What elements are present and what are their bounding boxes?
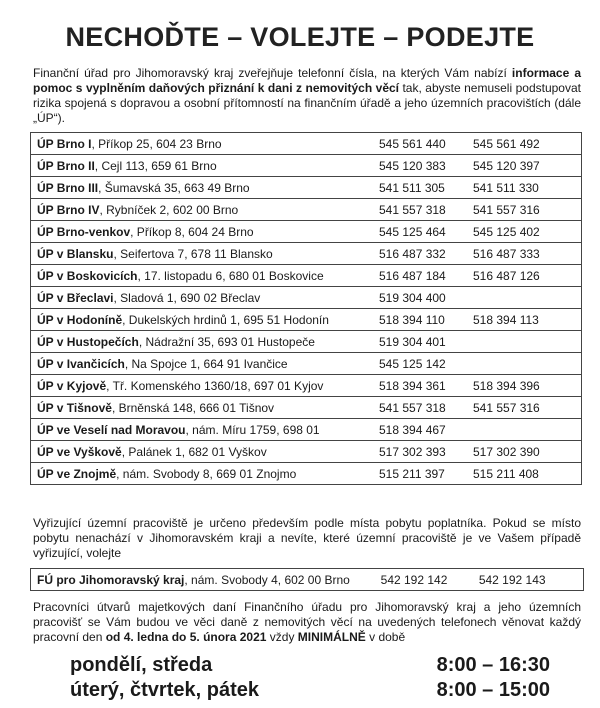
office-name-cell xyxy=(31,309,374,331)
hours-days: úterý, čtvrtek, pátek xyxy=(70,679,259,701)
office-phone-2: 517 302 390 xyxy=(467,441,582,463)
office-name: ÚP Brno II xyxy=(37,158,95,173)
fu-contact-box xyxy=(30,568,584,591)
office-phone-2: 518 394 113 xyxy=(467,309,582,331)
office-name-cell xyxy=(31,287,374,309)
office-address: , Šumavská 35, 663 49 Brno xyxy=(98,180,250,195)
office-name: ÚP v Kyjově xyxy=(37,378,107,393)
office-name-cell xyxy=(31,331,374,353)
office-name-cell xyxy=(31,463,374,485)
office-name: ÚP v Ivančicích xyxy=(37,356,125,371)
office-name-cell xyxy=(31,243,374,265)
intro-text-2: tak, abyste nemuseli podstupovat rizika spojená s dopravou a osobní přítomností na finančním úřadě a jeho územních pracovištích (dále „ÚP“). xyxy=(33,81,581,125)
office-phone-1: 545 125 464 xyxy=(373,221,467,243)
office-address: , Dukelských hrdinů 1, 695 51 Hodonín xyxy=(122,312,329,327)
office-address: , Příkop 8, 604 24 Brno xyxy=(130,224,254,239)
intro-paragraph xyxy=(33,66,581,126)
office-row xyxy=(31,177,582,199)
fu-name-cell xyxy=(37,573,381,587)
fu-phone-2: 542 192 143 xyxy=(478,572,546,587)
hours-note-text-2: vždy xyxy=(266,630,298,644)
office-name-cell xyxy=(31,155,374,177)
office-row xyxy=(31,397,582,419)
office-phone-1: 541 511 305 xyxy=(373,177,467,199)
office-phone-1: 516 487 184 xyxy=(373,265,467,287)
office-row xyxy=(31,419,582,441)
office-name-cell xyxy=(31,177,374,199)
office-address: , 17. listopadu 6, 680 01 Boskovice xyxy=(137,268,324,283)
office-name: ÚP Brno IV xyxy=(37,202,100,217)
office-row xyxy=(31,463,582,485)
office-phone-2: 545 125 402 xyxy=(467,221,582,243)
hours-note-minimum: MINIMÁLNĚ xyxy=(297,630,366,644)
office-phone-1: 519 304 400 xyxy=(373,287,467,309)
office-phone-1: 545 120 383 xyxy=(373,155,467,177)
office-row xyxy=(31,243,582,265)
office-name-cell xyxy=(31,419,374,441)
office-phone-1: 516 487 332 xyxy=(373,243,467,265)
office-row xyxy=(31,265,582,287)
office-name: ÚP v Boskovicích xyxy=(37,268,138,283)
office-row xyxy=(31,287,582,309)
office-phone-1: 518 394 467 xyxy=(373,419,467,441)
office-phone-2: 518 394 396 xyxy=(467,375,582,397)
office-phone-2: 545 120 397 xyxy=(467,155,582,177)
office-name: ÚP v Břeclavi xyxy=(37,290,114,305)
office-name-cell xyxy=(31,375,374,397)
office-phone-1: 541 557 318 xyxy=(373,199,467,221)
intro-text-1: Finanční úřad pro Jihomoravský kraj zveřejňuje telefonní čísla, na kterých Vám nabízí xyxy=(33,66,512,80)
office-name-cell xyxy=(31,353,374,375)
office-name: ÚP v Blansku xyxy=(37,246,114,261)
hours-note-text-3: v době xyxy=(365,630,406,644)
office-row xyxy=(31,353,582,375)
office-name-cell xyxy=(31,199,374,221)
fu-address: , nám. Svobody 4, 602 00 Brno xyxy=(184,572,350,587)
office-phone-2: 516 487 333 xyxy=(467,243,582,265)
office-phone-1: 518 394 110 xyxy=(373,309,467,331)
hours-note-dates: od 4. ledna do 5. února 2021 xyxy=(105,630,267,644)
office-name: ÚP ve Znojmě xyxy=(37,466,117,481)
office-name-cell xyxy=(31,397,374,419)
office-phone-2: 541 511 330 xyxy=(467,177,582,199)
office-phone-2: 541 557 316 xyxy=(467,199,582,221)
office-phone-2 xyxy=(467,331,582,353)
office-name-cell xyxy=(31,221,374,243)
office-phone-2: 515 211 408 xyxy=(467,463,582,485)
office-address: , Palánek 1, 682 01 Vyškov xyxy=(121,444,267,459)
office-phone-1: 545 125 142 xyxy=(373,353,467,375)
intro-bold: informace a pomoc s vyplněním daňových přiznání k dani z nemovitých věcí xyxy=(33,66,582,95)
office-name: ÚP Brno I xyxy=(37,136,92,151)
office-name: ÚP Brno-venkov xyxy=(37,224,131,239)
office-address: , nám. Míru 1759, 698 01 xyxy=(185,422,320,437)
office-name: ÚP ve Veselí nad Moravou xyxy=(37,422,186,437)
page-title: NECHOĎTE – VOLEJTE – PODEJTE xyxy=(65,22,535,52)
hours-row xyxy=(70,654,550,677)
office-phone-2: 545 561 492 xyxy=(467,133,582,155)
office-phone-2 xyxy=(467,287,582,309)
office-name-cell xyxy=(31,441,374,463)
hours-row xyxy=(70,679,550,702)
office-name: ÚP v Hodoníně xyxy=(37,312,123,327)
office-row xyxy=(31,133,582,155)
office-name: ÚP Brno III xyxy=(37,180,99,195)
hours-time: 8:00 – 15:00 xyxy=(436,679,550,701)
office-row xyxy=(31,155,582,177)
office-row xyxy=(31,199,582,221)
office-phone-1: 545 561 440 xyxy=(373,133,467,155)
office-phone-2 xyxy=(467,419,582,441)
office-row xyxy=(31,331,582,353)
residence-note: Vyřizující územní pracoviště je určeno především podle místa pobytu poplatníka. Pokud se místo pobytu nenachází v Jihomoravském kraji a nevíte, které územní pracoviště je ve Vašem případě vyřizující, volejte xyxy=(33,516,581,560)
office-phone-1: 541 557 318 xyxy=(373,397,467,419)
hours-time: 8:00 – 16:30 xyxy=(436,654,550,676)
hours-note xyxy=(33,600,581,645)
office-name: ÚP ve Vyškově xyxy=(37,444,122,459)
office-name-cell xyxy=(31,133,374,155)
office-phone-1: 517 302 393 xyxy=(373,441,467,463)
office-address: , Sladová 1, 690 02 Břeclav xyxy=(113,290,261,305)
office-address: , Příkop 25, 604 23 Brno xyxy=(91,136,222,151)
office-address: , Nádražní 35, 693 01 Hustopeče xyxy=(138,334,315,349)
office-name-cell xyxy=(31,265,374,287)
office-address: , Tř. Komenského 1360/18, 697 01 Kyjov xyxy=(106,378,324,393)
office-phone-1: 515 211 397 xyxy=(373,463,467,485)
office-address: , Na Spojce 1, 664 91 Ivančice xyxy=(124,356,288,371)
office-row xyxy=(31,375,582,397)
office-row xyxy=(31,441,582,463)
office-address: , Seifertova 7, 678 11 Blansko xyxy=(113,246,273,261)
office-address: , Cejl 113, 659 61 Brno xyxy=(94,158,217,173)
office-row xyxy=(31,221,582,243)
office-phone-1: 519 304 401 xyxy=(373,331,467,353)
fu-phone-1: 542 192 142 xyxy=(380,572,448,587)
office-name: ÚP v Hustopečích xyxy=(37,334,139,349)
office-phone-1: 518 394 361 xyxy=(373,375,467,397)
hours-days: pondělí, středa xyxy=(70,654,213,676)
office-phone-2: 516 487 126 xyxy=(467,265,582,287)
office-row xyxy=(31,309,582,331)
office-name: ÚP v Tišnově xyxy=(37,400,112,415)
office-address: , Rybníček 2, 602 00 Brno xyxy=(99,202,239,217)
office-phone-2 xyxy=(467,353,582,375)
office-address: , nám. Svobody 8, 669 01 Znojmo xyxy=(116,466,297,481)
fu-name: FÚ pro Jihomoravský kraj xyxy=(37,572,185,587)
hours-note-text-1: Pracovníci útvarů majetkových daní Finančního úřadu pro Jihomoravský kraj a jeho územních pracovišť se Vám budou ve věci daně z nemovitých věcí na uvedených telefonech věnovat každý pracovní den xyxy=(33,600,581,644)
offices-table xyxy=(30,132,582,485)
office-address: , Brněnská 148, 666 01 Tišnov xyxy=(111,400,275,415)
office-phone-2: 541 557 316 xyxy=(467,397,582,419)
